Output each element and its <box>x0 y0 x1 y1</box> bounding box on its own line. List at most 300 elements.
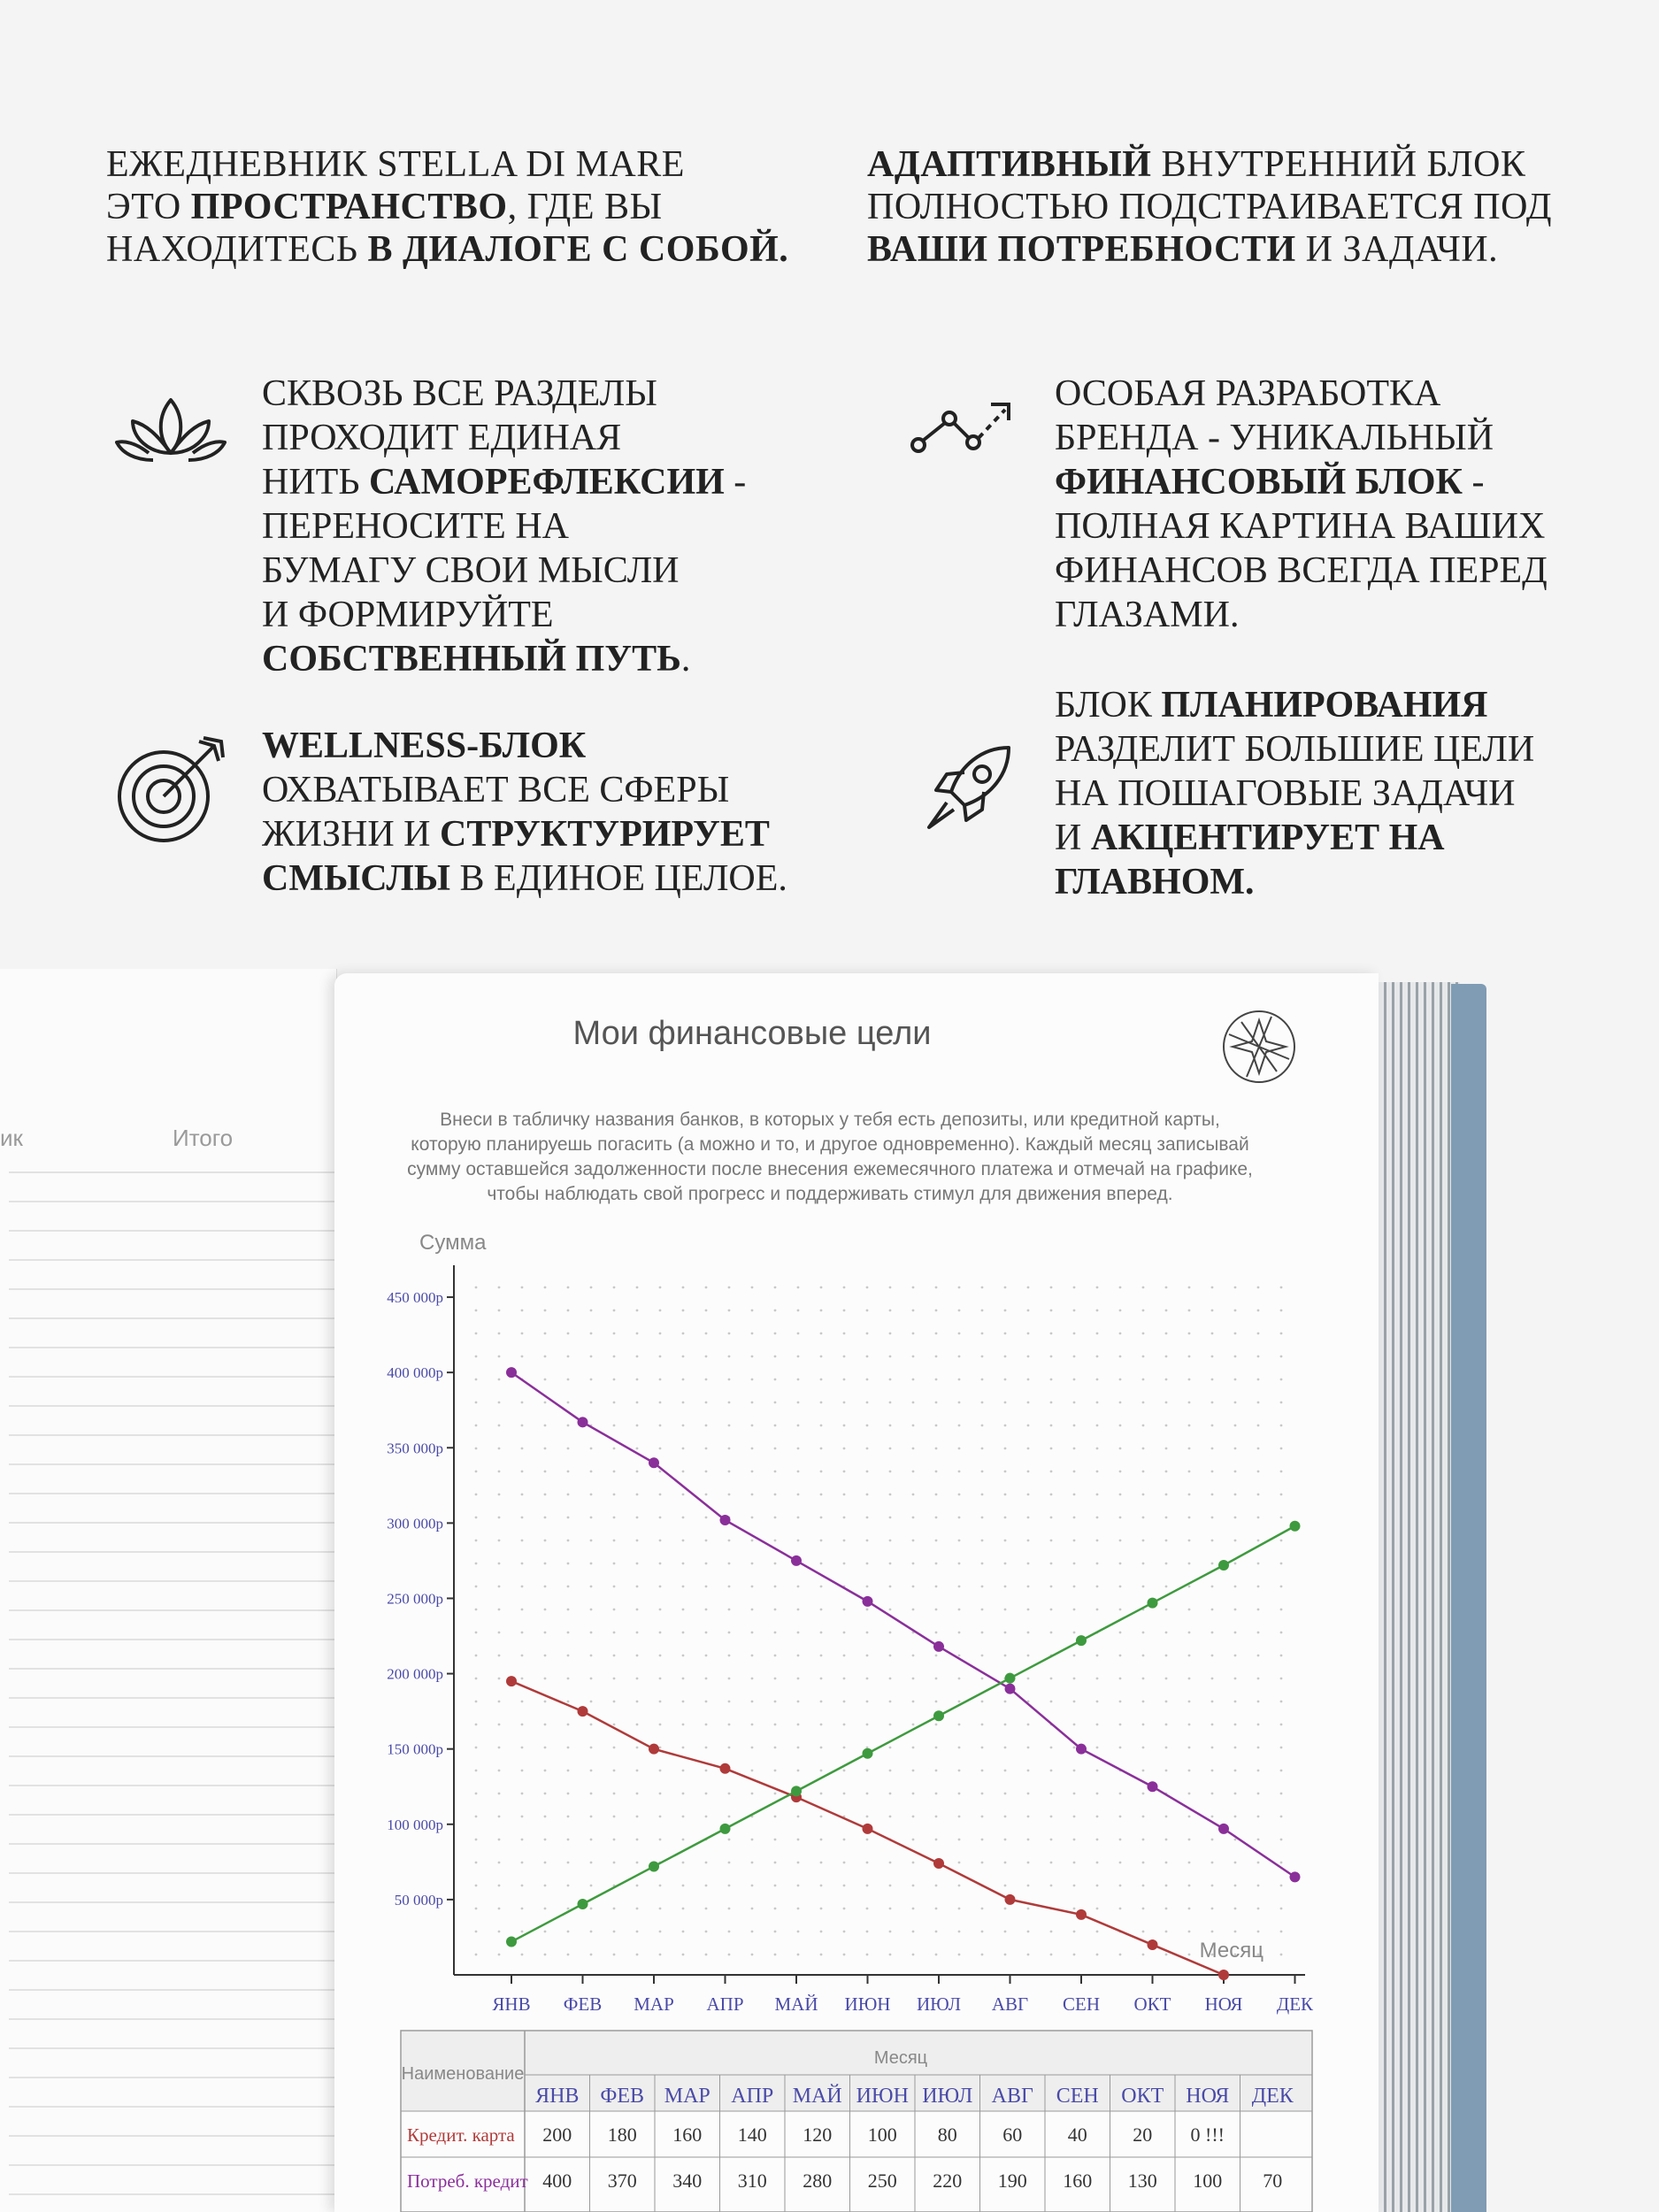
grid-dot <box>774 1701 777 1703</box>
grid-dot <box>1257 1908 1260 1910</box>
x-tick-label: ЯНВ <box>492 1993 531 2015</box>
grid-dot <box>1096 1540 1099 1542</box>
data-point <box>1290 1521 1301 1532</box>
grid-dot <box>1096 1402 1099 1404</box>
grid-dot <box>1188 1379 1191 1381</box>
grid-dot <box>1073 1839 1076 1841</box>
grid-dot <box>797 1517 800 1519</box>
grid-dot <box>1004 1517 1007 1519</box>
grid-dot <box>751 1517 754 1519</box>
grid-dot <box>728 1793 731 1795</box>
grid-dot <box>1004 1448 1007 1450</box>
grid-dot <box>797 1632 800 1634</box>
grid-dot <box>1142 1471 1145 1473</box>
grid-dot <box>866 1471 869 1473</box>
grid-dot <box>981 1862 984 1864</box>
grid-dot <box>889 1931 892 1933</box>
grid-dot <box>1211 1609 1214 1611</box>
grid-dot <box>1188 1425 1191 1427</box>
text-line: НА ПОШАГОВЫЕ ЗАДАЧИ <box>1055 773 1516 814</box>
grid-dot <box>1257 1471 1260 1473</box>
grid-dot <box>1211 1286 1214 1289</box>
emphasis: ПРОСТРАНСТВО <box>190 187 508 227</box>
grid-dot <box>521 1609 524 1611</box>
grid-dot <box>1096 1816 1099 1818</box>
grid-dot <box>682 1333 685 1335</box>
grid-dot <box>544 1954 547 1956</box>
grid-dot <box>544 1839 547 1841</box>
text: НИТЬ <box>262 462 369 503</box>
grid-dot <box>912 1586 915 1588</box>
grid-dot <box>636 1609 639 1611</box>
grid-dot <box>590 1747 593 1749</box>
instruction-line: чтобы наблюдать свой прогресс и поддерживать стимул для движения вперед. <box>487 1184 1173 1204</box>
grid-dot <box>1027 1655 1030 1657</box>
grid-dot <box>1096 1655 1099 1657</box>
grid-dot <box>981 1839 984 1841</box>
grid-dot <box>1142 1356 1145 1358</box>
grid-dot <box>1119 1286 1122 1289</box>
grid-dot <box>567 1402 570 1404</box>
grid-dot <box>751 1448 754 1450</box>
data-point <box>1076 1909 1087 1920</box>
grid-dot <box>590 1816 593 1818</box>
grid-dot <box>544 1310 547 1312</box>
grid-dot <box>935 1655 938 1657</box>
grid-dot <box>1073 1885 1076 1887</box>
grid-dot <box>751 1931 754 1933</box>
table-cell: 40 <box>1067 2124 1087 2146</box>
grid-dot <box>820 1540 823 1542</box>
grid-dot <box>1050 1701 1053 1703</box>
grid-dot <box>751 1701 754 1703</box>
grid-dot <box>751 1356 754 1358</box>
grid-dot <box>728 1609 731 1611</box>
grid-dot <box>1211 1747 1214 1749</box>
grid-dot <box>613 1862 616 1864</box>
table-cell: 80 <box>937 2124 957 2146</box>
grid-dot <box>1188 1286 1191 1289</box>
grid-dot <box>613 1286 616 1289</box>
grid-dot <box>1027 1954 1030 1956</box>
grid-dot <box>636 1563 639 1565</box>
grid-dot <box>728 1747 731 1749</box>
grid-dot <box>705 1816 708 1818</box>
grid-dot <box>958 1379 961 1381</box>
grid-dot <box>1027 1770 1030 1772</box>
grid-dot <box>705 1724 708 1726</box>
grid-dot <box>1188 1609 1191 1611</box>
grid-dot <box>705 1586 708 1588</box>
grid-dot <box>1280 1540 1283 1542</box>
grid-dot <box>1004 1379 1007 1381</box>
grid-dot <box>728 1356 731 1358</box>
grid-dot <box>1073 1494 1076 1496</box>
grid-dot <box>567 1609 570 1611</box>
grid-dot <box>1142 1333 1145 1335</box>
grid-dot <box>705 1908 708 1910</box>
grid-dot <box>1073 1310 1076 1312</box>
grid-dot <box>682 1310 685 1312</box>
grid-dot <box>958 1908 961 1910</box>
grid-dot <box>682 1793 685 1795</box>
grid-dot <box>1119 1954 1122 1956</box>
grid-dot <box>1027 1862 1030 1864</box>
grid-dot <box>544 1609 547 1611</box>
grid-dot <box>797 1747 800 1749</box>
grid-dot <box>958 1448 961 1450</box>
grid-dot <box>1027 1931 1030 1933</box>
grid-dot <box>475 1333 478 1335</box>
grid-dot <box>1280 1885 1283 1887</box>
grid-dot <box>958 1563 961 1565</box>
grid-dot <box>889 1563 892 1565</box>
grid-dot <box>866 1793 869 1795</box>
grid-dot <box>1027 1563 1030 1565</box>
grid-dot <box>958 1724 961 1726</box>
grid-dot <box>1050 1747 1053 1749</box>
grid-dot <box>1073 1286 1076 1289</box>
table-month-label: ОКТ <box>1121 2085 1164 2108</box>
grid-dot <box>659 1286 662 1289</box>
series-line <box>511 1526 1295 1942</box>
grid-dot <box>544 1747 547 1749</box>
grid-dot <box>774 1563 777 1565</box>
grid-dot <box>705 1954 708 1956</box>
grid-dot <box>728 1655 731 1657</box>
grid-dot <box>912 1517 915 1519</box>
grid-dot <box>1257 1310 1260 1312</box>
grid-dot <box>567 1793 570 1795</box>
grid-dot <box>475 1425 478 1427</box>
grid-dot <box>1234 1517 1237 1519</box>
grid-dot <box>1050 1954 1053 1956</box>
grid-dot <box>705 1448 708 1450</box>
grid-dot <box>1234 1793 1237 1795</box>
grid-dot <box>1165 1286 1168 1289</box>
grid-dot <box>1257 1517 1260 1519</box>
grid-dot <box>659 1632 662 1634</box>
target-arrow-icon <box>115 734 226 845</box>
grid-dot <box>521 1954 524 1956</box>
grid-dot <box>797 1540 800 1542</box>
grid-dot <box>613 1908 616 1910</box>
grid-dot <box>728 1310 731 1312</box>
grid-dot <box>958 1286 961 1289</box>
grid-dot <box>912 1356 915 1358</box>
grid-dot <box>1165 1678 1168 1680</box>
grid-dot <box>475 1908 478 1910</box>
grid-dot <box>797 1356 800 1358</box>
grid-dot <box>1142 1586 1145 1588</box>
grid-dot <box>682 1540 685 1542</box>
table-month-label: НОЯ <box>1186 2085 1230 2108</box>
grid-dot <box>935 1931 938 1933</box>
grid-dot <box>659 1816 662 1818</box>
grid-dot <box>866 1333 869 1335</box>
grid-dot <box>1096 1379 1099 1381</box>
table-month-label: ЯНВ <box>535 2085 580 2108</box>
grid-dot <box>751 1678 754 1680</box>
grid-dot <box>1234 1448 1237 1450</box>
grid-dot <box>475 1310 478 1312</box>
grid-dot <box>1211 1540 1214 1542</box>
grid-dot <box>820 1678 823 1680</box>
grid-dot <box>682 1678 685 1680</box>
grid-dot <box>1257 1586 1260 1588</box>
grid-dot <box>1073 1793 1076 1795</box>
grid-dot <box>1004 1770 1007 1772</box>
grid-dot <box>1234 1701 1237 1703</box>
grid-dot <box>1165 1471 1168 1473</box>
grid-dot <box>797 1678 800 1680</box>
grid-dot <box>1280 1862 1283 1864</box>
grid-dot <box>820 1954 823 1956</box>
grid-dot <box>613 1425 616 1427</box>
grid-dot <box>1119 1632 1122 1634</box>
grid-dot <box>1188 1448 1191 1450</box>
grid-dot <box>590 1724 593 1726</box>
emphasis: ПЛАНИРОВАНИЯ <box>1161 685 1488 726</box>
grid-dot <box>1211 1931 1214 1933</box>
grid-dot <box>1165 1724 1168 1726</box>
grid-dot <box>843 1954 846 1956</box>
grid-dot <box>705 1655 708 1657</box>
grid-dot <box>705 1356 708 1358</box>
grid-dot <box>498 1862 501 1864</box>
table-cell: 0 !!! <box>1190 2124 1225 2146</box>
grid-dot <box>774 1379 777 1381</box>
grid-dot <box>613 1632 616 1634</box>
grid-dot <box>820 1632 823 1634</box>
data-point <box>1076 1635 1087 1646</box>
grid-dot <box>1119 1724 1122 1726</box>
grid-dot <box>843 1517 846 1519</box>
grid-dot <box>521 1402 524 1404</box>
rocket-icon <box>920 739 1018 836</box>
grid-dot <box>1119 1586 1122 1588</box>
grid-dot <box>567 1908 570 1910</box>
table-month-label: МАР <box>664 2085 710 2108</box>
grid-dot <box>636 1286 639 1289</box>
grid-dot <box>498 1563 501 1565</box>
grid-dot <box>797 1471 800 1473</box>
data-point <box>1005 1684 1016 1694</box>
grid-dot <box>682 1701 685 1703</box>
grid-dot <box>1280 1816 1283 1818</box>
grid-dot <box>590 1839 593 1841</box>
grid-dot <box>728 1379 731 1381</box>
grid-dot <box>1188 1333 1191 1335</box>
grid-dot <box>797 1402 800 1404</box>
grid-dot <box>567 1356 570 1358</box>
grid-dot <box>1257 1494 1260 1496</box>
grid-dot <box>475 1954 478 1956</box>
grid-dot <box>613 1540 616 1542</box>
grid-dot <box>1188 1632 1191 1634</box>
grid-dot <box>1165 1425 1168 1427</box>
emphasis: СМЫСЛЫ <box>262 858 451 899</box>
grid-dot <box>682 1448 685 1450</box>
grid-dot <box>659 1540 662 1542</box>
grid-dot <box>1004 1655 1007 1657</box>
grid-dot <box>728 1678 731 1680</box>
table-cell: 400 <box>542 2170 572 2192</box>
grid-dot <box>590 1563 593 1565</box>
grid-dot <box>820 1586 823 1588</box>
grid-dot <box>1211 1448 1214 1450</box>
grid-dot <box>590 1586 593 1588</box>
grid-dot <box>1257 1678 1260 1680</box>
grid-dot <box>498 1701 501 1703</box>
y-tick-label: 100 000р <box>387 1816 443 1833</box>
grid-dot <box>636 1908 639 1910</box>
grid-dot <box>935 1701 938 1703</box>
grid-dot <box>935 1494 938 1496</box>
grid-dot <box>866 1678 869 1680</box>
grid-dot <box>751 1632 754 1634</box>
grid-dot <box>659 1908 662 1910</box>
grid-dot <box>613 1494 616 1496</box>
grid-dot <box>1050 1402 1053 1404</box>
grid-dot <box>1096 1908 1099 1910</box>
grid-dot <box>1004 1816 1007 1818</box>
grid-dot <box>475 1632 478 1634</box>
grid-dot <box>889 1770 892 1772</box>
grid-dot <box>728 1862 731 1864</box>
grid-dot <box>498 1678 501 1680</box>
grid-dot <box>544 1816 547 1818</box>
grid-dot <box>705 1425 708 1427</box>
grid-dot <box>1234 1632 1237 1634</box>
table-cell: 340 <box>672 2170 703 2192</box>
grid-dot <box>1188 1655 1191 1657</box>
grid-dot <box>843 1379 846 1381</box>
grid-dot <box>567 1701 570 1703</box>
finance-page <box>334 973 1379 2212</box>
grid-dot <box>866 1448 869 1450</box>
grid-dot <box>659 1701 662 1703</box>
table-month-label: ИЮЛ <box>922 2085 973 2108</box>
grid-dot <box>498 1609 501 1611</box>
grid-dot <box>544 1356 547 1358</box>
grid-dot <box>774 1747 777 1749</box>
instruction-line: сумму оставшейся задолженности после внесения ежемесячного платежа и отмечай на графике, <box>407 1159 1253 1179</box>
grid-dot <box>1073 1540 1076 1542</box>
grid-dot <box>728 1563 731 1565</box>
grid-dot <box>1050 1586 1053 1588</box>
grid-dot <box>567 1885 570 1887</box>
grid-dot <box>981 1724 984 1726</box>
grid-dot <box>475 1540 478 1542</box>
grid-dot <box>981 1425 984 1427</box>
grid-dot <box>1211 1724 1214 1726</box>
grid-dot <box>1165 1540 1168 1542</box>
grid-dot <box>682 1816 685 1818</box>
grid-dot <box>1280 1908 1283 1910</box>
finance-chart <box>387 1231 1314 2015</box>
grid-dot <box>1234 1885 1237 1887</box>
grid-dot <box>774 1609 777 1611</box>
instruction-line: которую планируешь погасить (а можно и то, и другое одновременно). Каждый месяц записывай <box>411 1134 1249 1155</box>
grid-dot <box>1165 1563 1168 1565</box>
table-row-name: Кредит. карта <box>407 2124 515 2146</box>
grid-dot <box>774 1540 777 1542</box>
intro-left-line <box>106 186 814 228</box>
grid-dot <box>613 1471 616 1473</box>
grid-dot <box>912 1954 915 1956</box>
grid-dot <box>1165 1908 1168 1910</box>
grid-dot <box>544 1586 547 1588</box>
grid-dot <box>774 1655 777 1657</box>
grid-dot <box>1234 1816 1237 1818</box>
grid-dot <box>797 1724 800 1726</box>
y-tick-label: 400 000р <box>387 1364 443 1382</box>
grid-dot <box>498 1908 501 1910</box>
grid-dot <box>705 1885 708 1887</box>
data-point <box>1218 1824 1229 1834</box>
grid-dot <box>889 1701 892 1703</box>
grid-dot <box>774 1954 777 1956</box>
grid-dot <box>544 1678 547 1680</box>
grid-dot <box>1188 1816 1191 1818</box>
grid-dot <box>1234 1379 1237 1381</box>
data-point <box>1290 1871 1301 1882</box>
grid-dot <box>1165 1517 1168 1519</box>
grid-dot <box>797 1770 800 1772</box>
grid-dot <box>843 1655 846 1657</box>
grid-dot <box>935 1632 938 1634</box>
grid-dot <box>912 1931 915 1933</box>
grid-dot <box>751 1471 754 1473</box>
grid-dot <box>1096 1724 1099 1726</box>
text-line: РАЗДЕЛИТ БОЛЬШИЕ ЦЕЛИ <box>1055 729 1535 770</box>
grid-dot <box>958 1931 961 1933</box>
grid-dot <box>544 1402 547 1404</box>
grid-dot <box>889 1747 892 1749</box>
grid-dot <box>981 1609 984 1611</box>
grid-dot <box>820 1402 823 1404</box>
grid-dot <box>820 1770 823 1772</box>
grid-dot <box>1188 1747 1191 1749</box>
grid-dot <box>521 1931 524 1933</box>
grid-dot <box>1096 1286 1099 1289</box>
text-line <box>262 637 810 681</box>
grid-dot <box>1027 1816 1030 1818</box>
text-line <box>262 460 810 504</box>
text: И ЗАДАЧИ. <box>1295 229 1499 270</box>
grid-dot <box>958 1471 961 1473</box>
grid-dot <box>544 1724 547 1726</box>
grid-dot <box>590 1494 593 1496</box>
grid-dot <box>866 1908 869 1910</box>
grid-dot <box>820 1425 823 1427</box>
grid-dot <box>1050 1885 1053 1887</box>
table-cell: 100 <box>1193 2170 1223 2192</box>
grid-dot <box>820 1862 823 1864</box>
grid-dot <box>958 1701 961 1703</box>
grid-dot <box>797 1333 800 1335</box>
grid-dot <box>1211 1816 1214 1818</box>
grid-dot <box>1027 1379 1030 1381</box>
grid-dot <box>1027 1333 1030 1335</box>
grid-dot <box>1234 1770 1237 1772</box>
grid-dot <box>1280 1793 1283 1795</box>
grid-dot <box>1234 1724 1237 1726</box>
grid-dot <box>613 1379 616 1381</box>
grid-dot <box>659 1517 662 1519</box>
text: , ГДЕ ВЫ <box>507 187 663 227</box>
